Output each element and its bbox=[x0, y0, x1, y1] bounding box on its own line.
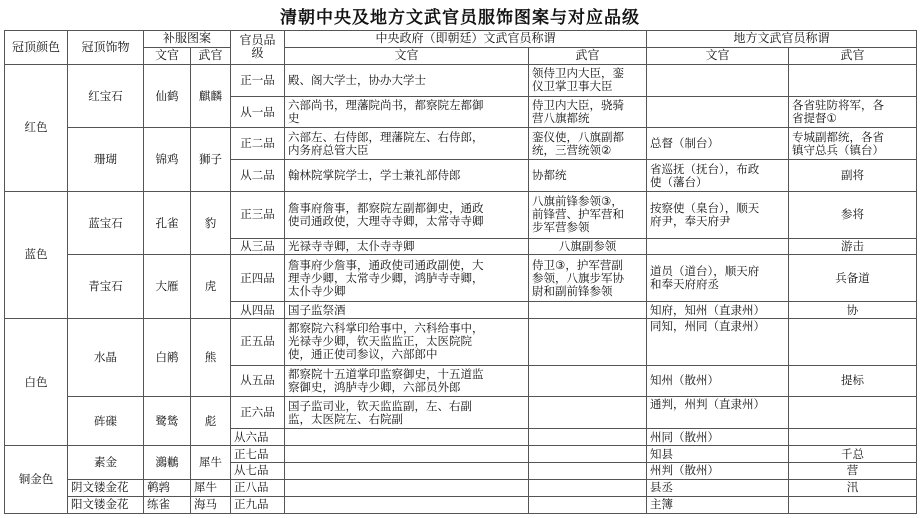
hat-color-cell: 蓝色 bbox=[5, 191, 68, 318]
header-local-civil: 文官 bbox=[647, 47, 789, 64]
central-military-cell bbox=[529, 429, 647, 446]
hat-ornament-cell: 水晶 bbox=[68, 319, 144, 397]
local-civil-cell: 主簿 bbox=[647, 496, 789, 513]
rank-cell: 正七品 bbox=[231, 446, 285, 463]
central-civil-cell: 詹事府少詹事，通政使司通政副使，大 理寺少卿，太常寺少卿，鸿胪寺寺卿， 太仆寺少卿 bbox=[285, 255, 529, 302]
central-civil-cell: 詹事府詹事，都察院左副都御史，通政 使司通政使，大理寺寺卿，太常寺寺卿 bbox=[285, 191, 529, 238]
hat-color-cell: 铜金色 bbox=[5, 446, 68, 514]
hat-ornament-cell: 青宝石 bbox=[68, 255, 144, 319]
local-military-cell: 副将 bbox=[789, 160, 917, 192]
central-military-cell bbox=[529, 319, 647, 366]
local-military-cell bbox=[789, 397, 917, 429]
local-military-cell: 各省驻防将军，各 省提督① bbox=[789, 96, 917, 128]
rank-cell: 正一品 bbox=[231, 64, 285, 96]
badge-civil-cell: 仙鹤 bbox=[144, 64, 191, 128]
badge-military-cell: 麒麟 bbox=[191, 64, 231, 128]
hat-ornament-cell: 蓝宝石 bbox=[68, 191, 144, 255]
central-military-cell: 侍卫内大臣，骁骑 营八旗都统 bbox=[529, 96, 647, 128]
table-row bbox=[5, 397, 917, 429]
header-row-1 bbox=[5, 31, 917, 48]
header-badge: 补服图案 bbox=[144, 31, 231, 48]
header-hat-ornament: 冠顶饰物 bbox=[68, 31, 144, 65]
central-military-cell bbox=[529, 365, 647, 397]
central-military-cell bbox=[529, 496, 647, 513]
rank-cell: 从六品 bbox=[231, 429, 285, 446]
local-civil-cell: 知县 bbox=[647, 446, 789, 463]
badge-civil-cell: 鹌鹑 bbox=[144, 479, 191, 496]
rank-cell: 从四品 bbox=[231, 302, 285, 319]
local-civil-cell: 县丞 bbox=[647, 479, 789, 496]
table-row bbox=[5, 496, 917, 513]
local-military-cell bbox=[789, 64, 917, 96]
badge-military-cell: 犀牛 bbox=[191, 446, 231, 480]
header-central-civil: 文官 bbox=[285, 47, 529, 64]
central-civil-cell: 国子监祭酒 bbox=[285, 302, 529, 319]
badge-civil-cell: 鸂鶒 bbox=[144, 446, 191, 480]
local-military-cell: 协 bbox=[789, 302, 917, 319]
local-civil-cell: 知府，知州（直隶州） bbox=[647, 302, 789, 319]
central-military-cell: 领侍卫内大臣，銮 仪卫掌卫事大臣 bbox=[529, 64, 647, 96]
hat-ornament-cell: 素金 bbox=[68, 446, 144, 480]
central-military-cell: 八旗前锋参领③， 前锋营、护军营和 步军营参领 bbox=[529, 191, 647, 238]
central-civil-cell bbox=[285, 463, 529, 480]
badge-military-cell: 狮子 bbox=[191, 128, 231, 192]
header-central: 中央政府（即朝廷）文武官员称谓 bbox=[285, 31, 647, 48]
hat-ornament-cell: 砗磲 bbox=[68, 397, 144, 446]
central-military-cell: 八旗副参领 bbox=[529, 238, 647, 255]
central-military-cell: 协都统 bbox=[529, 160, 647, 192]
local-military-cell bbox=[789, 429, 917, 446]
badge-civil-cell: 鹭鸶 bbox=[144, 397, 191, 446]
table-row bbox=[5, 446, 917, 463]
rank-cell: 从五品 bbox=[231, 365, 285, 397]
header-local: 地方文武官员称谓 bbox=[647, 31, 917, 48]
table-row bbox=[5, 128, 917, 160]
central-civil-cell bbox=[285, 446, 529, 463]
rank-cell: 从一品 bbox=[231, 96, 285, 128]
rank-cell: 正九品 bbox=[231, 496, 285, 513]
central-civil-cell: 都察院十五道掌印监察御史，十五道监 察御史，鸿胪寺少卿，六部员外郎 bbox=[285, 365, 529, 397]
table-row bbox=[5, 255, 917, 302]
hat-ornament-cell: 阳文镂金花 bbox=[68, 496, 144, 513]
rank-cell: 正四品 bbox=[231, 255, 285, 302]
local-civil-cell: 总督（制台） bbox=[647, 128, 789, 160]
badge-military-cell: 犀牛 bbox=[191, 479, 231, 496]
table-row bbox=[5, 479, 917, 496]
rank-cell: 正五品 bbox=[231, 319, 285, 366]
central-military-cell bbox=[529, 463, 647, 480]
badge-military-cell: 熊 bbox=[191, 319, 231, 397]
local-military-cell: 兵备道 bbox=[789, 255, 917, 302]
badge-military-cell: 彪 bbox=[191, 397, 231, 446]
header-badge-military: 武官 bbox=[191, 47, 231, 64]
local-civil-cell: 同知，州同（直隶州） bbox=[647, 319, 789, 366]
local-civil-cell: 州判（散州） bbox=[647, 463, 789, 480]
document-title: 清朝中央及地方文武官员服饰图案与对应品级 bbox=[280, 8, 640, 28]
local-civil-cell: 州同（散州） bbox=[647, 429, 789, 446]
local-civil-cell: 通判，州判（直隶州） bbox=[647, 397, 789, 429]
central-civil-cell: 都察院六科掌印给事中，六科给事中， 光禄寺少卿，钦天监监正，太医院院 使，通正使司参议，六部郎中 bbox=[285, 319, 529, 366]
badge-military-cell: 豹 bbox=[191, 191, 231, 255]
rank-cell: 正六品 bbox=[231, 397, 285, 429]
local-civil-cell: 省巡抚（抚台），布政 使（藩台） bbox=[647, 160, 789, 192]
rank-cell: 正八品 bbox=[231, 479, 285, 496]
local-military-cell: 提标 bbox=[789, 365, 917, 397]
local-military-cell: 汛 bbox=[789, 479, 917, 496]
hat-color-cell: 红色 bbox=[5, 64, 68, 191]
local-military-cell bbox=[789, 496, 917, 513]
central-civil-cell: 光禄寺寺卿，太仆寺寺卿 bbox=[285, 238, 529, 255]
rank-table bbox=[4, 30, 917, 514]
hat-ornament-cell: 阴文镂金花 bbox=[68, 479, 144, 496]
central-military-cell bbox=[529, 302, 647, 319]
local-military-cell: 游击 bbox=[789, 238, 917, 255]
badge-civil-cell: 大雁 bbox=[144, 255, 191, 319]
hat-ornament-cell: 珊瑚 bbox=[68, 128, 144, 192]
hat-ornament-cell: 红宝石 bbox=[68, 64, 144, 128]
central-civil-cell: 六部尚书，理藩院尚书，都察院左都御 史 bbox=[285, 96, 529, 128]
central-civil-cell bbox=[285, 496, 529, 513]
rank-cell: 从二品 bbox=[231, 160, 285, 192]
local-military-cell: 参将 bbox=[789, 191, 917, 238]
local-civil-cell bbox=[647, 64, 789, 96]
central-military-cell: 銮仪使，八旗副都 统，三营统领② bbox=[529, 128, 647, 160]
local-military-cell bbox=[789, 319, 917, 366]
local-civil-cell bbox=[647, 96, 789, 128]
local-military-cell: 专城副都统，各省 镇守总兵（镇台） bbox=[789, 128, 917, 160]
header-central-military: 武官 bbox=[529, 47, 647, 64]
badge-military-cell: 海马 bbox=[191, 496, 231, 513]
rank-cell: 从三品 bbox=[231, 238, 285, 255]
badge-civil-cell: 孔雀 bbox=[144, 191, 191, 255]
local-military-cell: 营 bbox=[789, 463, 917, 480]
central-military-cell bbox=[529, 397, 647, 429]
central-civil-cell: 翰林院掌院学士，学士兼礼部侍郎 bbox=[285, 160, 529, 192]
central-civil-cell: 六部左、右侍郎，理藩院左、右侍郎， 内务府总管大臣 bbox=[285, 128, 529, 160]
rank-cell: 正三品 bbox=[231, 191, 285, 238]
badge-civil-cell: 白鹇 bbox=[144, 319, 191, 397]
central-civil-cell bbox=[285, 479, 529, 496]
badge-civil-cell: 锦鸡 bbox=[144, 128, 191, 192]
local-civil-cell: 按察使（臬台），顺天 府尹，奉天府尹 bbox=[647, 191, 789, 238]
rank-cell: 正二品 bbox=[231, 128, 285, 160]
badge-civil-cell: 练雀 bbox=[144, 496, 191, 513]
header-local-military: 武官 bbox=[789, 47, 917, 64]
local-civil-cell: 知州（散州） bbox=[647, 365, 789, 397]
badge-military-cell: 虎 bbox=[191, 255, 231, 319]
central-civil-cell: 国子监司业，钦天监监副，左、右副 监，太医院左、右院副 bbox=[285, 397, 529, 429]
table-row bbox=[5, 64, 917, 96]
central-military-cell bbox=[529, 479, 647, 496]
central-civil-cell bbox=[285, 429, 529, 446]
hat-color-cell: 白色 bbox=[5, 319, 68, 446]
local-civil-cell bbox=[647, 238, 789, 255]
central-civil-cell: 殿、阁大学士，协办大学士 bbox=[285, 64, 529, 96]
local-civil-cell: 道员（道台），顺天府 和奉天府府丞 bbox=[647, 255, 789, 302]
header-badge-civil: 文官 bbox=[144, 47, 191, 64]
header-hat-color: 冠顶颜色 bbox=[5, 31, 68, 65]
central-military-cell bbox=[529, 446, 647, 463]
rank-cell: 从七品 bbox=[231, 463, 285, 480]
table-row bbox=[5, 191, 917, 238]
table-row bbox=[5, 319, 917, 366]
header-rank: 官员品级 bbox=[231, 31, 285, 65]
local-military-cell: 千总 bbox=[789, 446, 917, 463]
central-military-cell: 侍卫③，护军营副 参领，八旗步军协 尉和副前锋参领 bbox=[529, 255, 647, 302]
